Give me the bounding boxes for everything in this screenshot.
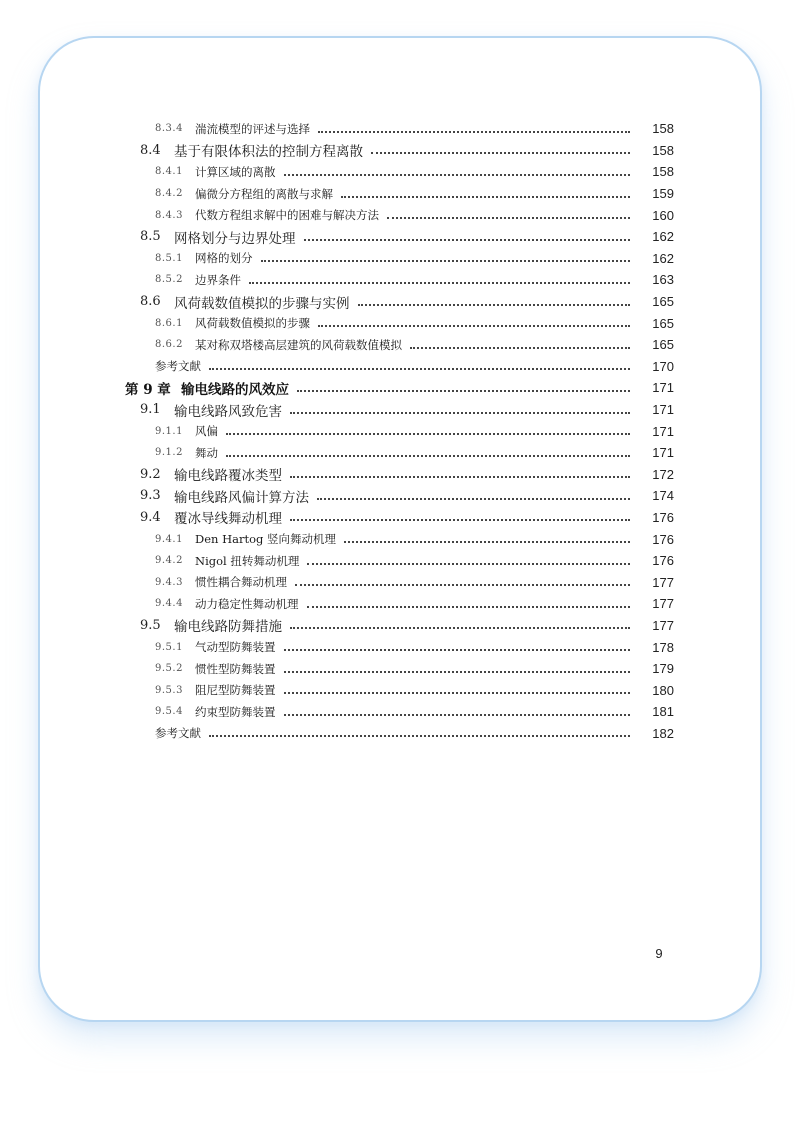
toc-entry[interactable] bbox=[0, 679, 800, 701]
toc-entry-title: 输电线路覆冰类型 bbox=[174, 468, 282, 485]
dot-leader bbox=[284, 649, 631, 651]
dot-leader bbox=[295, 584, 630, 586]
toc-entry-page: 172 bbox=[652, 466, 674, 482]
toc-entry-title: 参考文献 bbox=[155, 359, 201, 374]
dot-leader bbox=[284, 671, 631, 673]
toc-entry-page: 171 bbox=[652, 402, 674, 418]
toc-references-entry[interactable] bbox=[0, 356, 800, 378]
dot-leader bbox=[341, 196, 630, 198]
toc-entry-number: 8.4.3 bbox=[155, 209, 183, 221]
toc-entry[interactable] bbox=[0, 312, 800, 334]
toc-entry-title: 风偏 bbox=[195, 424, 218, 439]
toc-entry[interactable] bbox=[0, 269, 800, 291]
toc-entry-page: 174 bbox=[652, 488, 674, 504]
toc-entry-page: 171 bbox=[652, 423, 674, 439]
toc-entry[interactable] bbox=[0, 658, 800, 680]
toc-entry-title: 约束型防舞装置 bbox=[195, 704, 276, 719]
toc-entry-page: 163 bbox=[652, 272, 674, 288]
toc-entry-title: 气动型防舞装置 bbox=[195, 640, 276, 655]
dot-leader bbox=[284, 174, 631, 176]
toc-entry-page: 180 bbox=[652, 682, 674, 698]
dot-leader bbox=[290, 627, 630, 629]
toc-entry-number: 9.4.1 bbox=[155, 533, 183, 545]
toc-entry[interactable] bbox=[0, 291, 800, 313]
toc-entry-page: 179 bbox=[652, 661, 674, 677]
toc-entry-page: 165 bbox=[652, 294, 674, 310]
toc-entry-number: 9.5 bbox=[140, 617, 161, 633]
toc-entry-number: 9.5.2 bbox=[155, 663, 183, 675]
dot-leader bbox=[226, 455, 630, 457]
toc-entry[interactable] bbox=[0, 118, 800, 140]
toc-entry-number: 8.5 bbox=[140, 229, 161, 245]
toc-entry-page: 171 bbox=[652, 380, 674, 396]
dot-leader bbox=[358, 304, 631, 306]
toc-references-entry[interactable] bbox=[0, 723, 800, 745]
toc-entry-page: 159 bbox=[652, 186, 674, 202]
dot-leader bbox=[387, 217, 630, 219]
toc-entry-number: 9.1.2 bbox=[155, 447, 183, 459]
toc-entry-page: 182 bbox=[652, 725, 674, 741]
toc-entry-title: Den Hartog 竖向舞动机理 bbox=[195, 532, 337, 547]
toc-entry[interactable] bbox=[0, 140, 800, 162]
toc-entry-title: 阻尼型防舞装置 bbox=[195, 683, 276, 698]
toc-entry[interactable] bbox=[0, 399, 800, 421]
toc-entry-page: 178 bbox=[652, 639, 674, 655]
page-number: 9 bbox=[655, 946, 663, 961]
dot-leader bbox=[318, 131, 630, 133]
toc-entry-title: 舞动 bbox=[195, 445, 218, 460]
toc-entry-number: 8.4.2 bbox=[155, 188, 183, 200]
toc-entry-title: 代数方程组求解中的困难与解决方法 bbox=[195, 208, 379, 223]
toc-entry[interactable] bbox=[0, 204, 800, 226]
toc-entry-title: 偏微分方程组的离散与求解 bbox=[195, 186, 333, 201]
toc-entry[interactable] bbox=[0, 507, 800, 529]
toc-entry-number: 8.5.2 bbox=[155, 274, 183, 286]
dot-leader bbox=[261, 260, 631, 262]
toc-entry-page: 181 bbox=[652, 704, 674, 720]
toc-entry[interactable] bbox=[0, 615, 800, 637]
toc-entry[interactable] bbox=[0, 226, 800, 248]
toc-entry-title: 基于有限体积法的控制方程离散 bbox=[174, 144, 363, 161]
dot-leader bbox=[318, 325, 630, 327]
dot-leader bbox=[284, 692, 631, 694]
toc-entry-page: 176 bbox=[652, 553, 674, 569]
toc-entry-number: 9.5.1 bbox=[155, 641, 183, 653]
dot-leader bbox=[290, 519, 630, 521]
toc-entry-number: 8.4.1 bbox=[155, 166, 183, 178]
toc-entry[interactable] bbox=[0, 636, 800, 658]
dot-leader bbox=[307, 606, 631, 608]
toc-entry-number: 9.5.3 bbox=[155, 684, 183, 696]
toc-entry-title: 惯性型防舞装置 bbox=[195, 661, 276, 676]
toc-entry-page: 165 bbox=[652, 315, 674, 331]
dot-leader bbox=[307, 563, 630, 565]
toc-entry[interactable] bbox=[0, 464, 800, 486]
toc-entry-title: 网格划分与边界处理 bbox=[174, 230, 296, 247]
toc-entry-number: 8.6.2 bbox=[155, 339, 183, 351]
toc-entry-page: 158 bbox=[652, 164, 674, 180]
toc-entry[interactable] bbox=[0, 571, 800, 593]
toc-entry-page: 165 bbox=[652, 337, 674, 353]
toc-entry-page: 160 bbox=[652, 207, 674, 223]
toc-entry-number: 第 9 章 bbox=[125, 381, 171, 398]
toc-entry-page: 170 bbox=[652, 358, 674, 374]
dot-leader bbox=[371, 152, 630, 154]
toc-entry-page: 176 bbox=[652, 509, 674, 525]
toc-entry-page: 162 bbox=[652, 250, 674, 266]
toc-entry-page: 158 bbox=[652, 121, 674, 137]
toc-entry[interactable] bbox=[0, 377, 800, 399]
toc-entry-number: 8.6.1 bbox=[155, 317, 183, 329]
dot-leader bbox=[297, 390, 630, 392]
toc-entry-number: 9.4.3 bbox=[155, 576, 183, 588]
toc-entry-title: 网格的划分 bbox=[195, 251, 253, 266]
dot-leader bbox=[284, 714, 631, 716]
toc-entry[interactable] bbox=[0, 593, 800, 615]
dot-leader bbox=[317, 498, 630, 500]
toc-entry-page: 177 bbox=[652, 596, 674, 612]
toc-entry-number: 9.4.2 bbox=[155, 555, 183, 567]
toc-entry-number: 9.4 bbox=[140, 509, 161, 525]
toc-entry-number: 9.2 bbox=[140, 466, 161, 482]
toc-entry[interactable] bbox=[0, 248, 800, 270]
toc-entry-title: 风荷载数值模拟的步骤 bbox=[195, 316, 310, 331]
toc-entry-number: 9.5.4 bbox=[155, 706, 183, 718]
toc-entry-title: 边界条件 bbox=[195, 272, 241, 287]
toc-entry-title: 计算区域的离散 bbox=[195, 164, 276, 179]
toc-entry-number: 8.6 bbox=[140, 294, 161, 310]
toc-entry-number: 9.3 bbox=[140, 488, 161, 504]
dot-leader bbox=[226, 433, 630, 435]
toc-entry-title: 输电线路防舞措施 bbox=[174, 619, 282, 636]
toc-entry-page: 176 bbox=[652, 531, 674, 547]
toc-entry[interactable] bbox=[0, 161, 800, 183]
toc-entry[interactable] bbox=[0, 442, 800, 464]
toc-entry-number: 8.3.4 bbox=[155, 123, 183, 135]
toc-entry-page: 177 bbox=[652, 617, 674, 633]
toc-entry-title: 惯性耦合舞动机理 bbox=[195, 575, 287, 590]
dot-leader bbox=[249, 282, 630, 284]
toc-entry-title: Nigol 扭转舞动机理 bbox=[195, 553, 300, 568]
toc-entry-title: 动力稳定性舞动机理 bbox=[195, 596, 299, 611]
dot-leader bbox=[290, 412, 630, 414]
dot-leader bbox=[344, 541, 630, 543]
toc-entry[interactable] bbox=[0, 334, 800, 356]
toc-entry-number: 9.1.1 bbox=[155, 425, 183, 437]
toc-entry[interactable] bbox=[0, 485, 800, 507]
table-of-contents bbox=[0, 118, 800, 744]
dot-leader bbox=[304, 239, 631, 241]
toc-entry-number: 8.4 bbox=[140, 142, 161, 158]
toc-entry-title: 某对称双塔楼高层建筑的风荷载数值模拟 bbox=[195, 337, 402, 352]
toc-entry[interactable] bbox=[0, 183, 800, 205]
toc-entry-title: 覆冰导线舞动机理 bbox=[174, 511, 282, 528]
dot-leader bbox=[290, 476, 630, 478]
toc-entry-title: 参考文献 bbox=[155, 726, 201, 741]
dot-leader bbox=[410, 347, 630, 349]
toc-entry[interactable] bbox=[0, 528, 800, 550]
toc-entry-page: 177 bbox=[652, 574, 674, 590]
toc-entry[interactable] bbox=[0, 701, 800, 723]
toc-entry-page: 162 bbox=[652, 229, 674, 245]
toc-entry-title: 输电线路的风效应 bbox=[181, 381, 289, 398]
dot-leader bbox=[209, 368, 630, 370]
toc-entry-number: 9.4.4 bbox=[155, 598, 183, 610]
toc-entry-page: 158 bbox=[652, 142, 674, 158]
toc-entry-title: 湍流模型的评述与选择 bbox=[195, 121, 310, 136]
toc-entry-number: 8.5.1 bbox=[155, 252, 183, 264]
toc-entry-title: 风荷载数值模拟的步骤与实例 bbox=[174, 295, 350, 312]
toc-entry-title: 输电线路风致危害 bbox=[174, 403, 282, 420]
toc-entry[interactable] bbox=[0, 550, 800, 572]
toc-entry-title: 输电线路风偏计算方法 bbox=[174, 489, 309, 506]
dot-leader bbox=[209, 735, 630, 737]
toc-entry-number: 9.1 bbox=[140, 402, 161, 418]
toc-entry-page: 171 bbox=[652, 445, 674, 461]
toc-entry[interactable] bbox=[0, 420, 800, 442]
